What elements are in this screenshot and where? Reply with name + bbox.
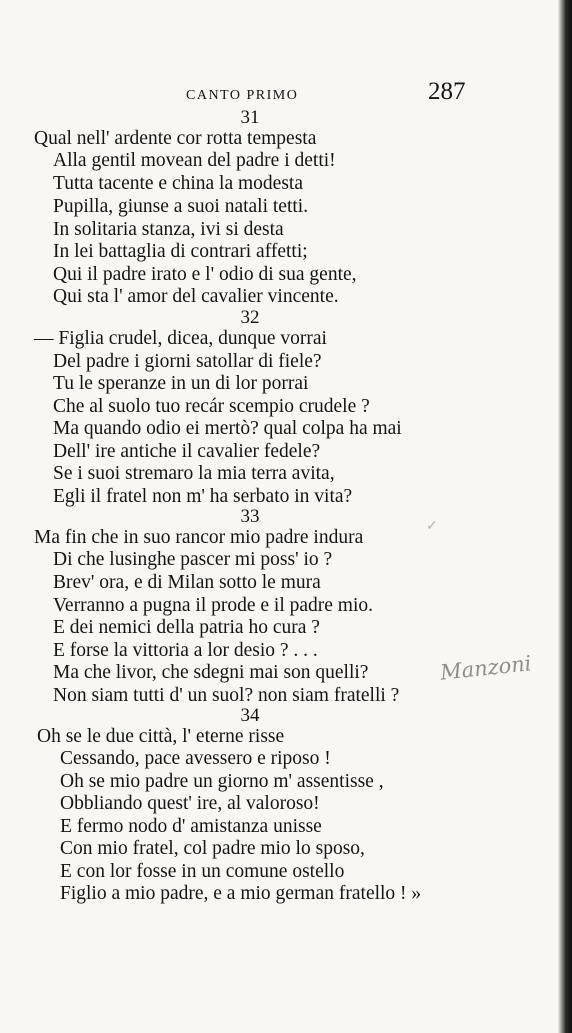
verse-line: Di che lusinghe pascer mi poss' io ? [53,549,333,570]
verse-line: Qui sta l' amor del cavalier vincente. [53,286,339,307]
running-head: CANTO PRIMO [186,88,299,103]
verse-line: Dell' ire antiche il cavalier fedele? [53,441,321,462]
verse-line: Brev' ora, e di Milan sotto le mura [53,572,321,593]
stanza-number: 33 [240,506,260,527]
pencil-mark: ✓ [426,519,438,534]
verse-line: Egli il fratel non m' ha serbato in vita? [53,486,353,507]
verse-line: Non siam tutti d' un suol? non siam fratelli ? [53,685,400,706]
verse-line: Verranno a pugna il prode e il padre mio. [53,595,374,616]
verse-line: Se i suoi stremaro la mia terra avita, [53,463,335,484]
verse-line: Con mio fratel, col padre mio lo sposo, [60,838,365,859]
verse-line: E con lor fosse in un comune ostello [60,861,345,882]
verse-line: Ma che livor, che sdegni mai son quelli? [53,662,369,683]
stanza-number: 34 [240,705,260,726]
verse-line: Oh se mio padre un giorno m' assentisse , [60,771,384,792]
verse-line: E fermo nodo d' amistanza unisse [60,816,322,837]
stanza-number: 32 [240,307,260,328]
verse-line: Tu le speranze in un di lor porrai [53,373,309,394]
verse-line: In solitaria stanza, ivi si desta [53,219,284,240]
verse-line: Che al suolo tuo recár scempio crudele ? [53,396,370,417]
verse-line: E forse la vittoria a lor desio ? . . . [53,640,318,661]
verse-line: In lei battaglia di contrari affetti; [53,241,308,262]
verse-line: Del padre i giorni satollar di fiele? [53,351,322,372]
verse-line: Qui il padre irato e l' odio di sua gente, [53,264,357,285]
verse-line: — Figlia crudel, dicea, dunque vorrai [34,328,327,349]
verse-line: Alla gentil movean del padre i detti! [53,150,336,171]
page-header [0,78,572,108]
verse-line: Figlio a mio padre, e a mio german fratello ! » [60,883,422,904]
verse-line: E dei nemici della patria ho cura ? [53,617,320,638]
verse-line: Oh se le due città, l' eterne risse [37,726,285,747]
stanza-number: 31 [240,107,260,128]
verse-line: Ma fin che in suo rancor mio padre indura [34,527,364,548]
page-number: 287 [428,78,466,105]
verse-line: Tutta tacente e china la modesta [53,173,303,194]
margin-handwriting: Manzoni [438,651,533,685]
verse-line: Ma quando odio ei mertò? qual colpa ha mai [53,418,402,439]
verse-line: Cessando, pace avessero e riposo ! [60,748,331,769]
page-edge [558,0,572,1033]
verse-line: Obbliando quest' ire, al valoroso! [60,793,320,814]
verse-line: Pupilla, giunse a suoi natali tetti. [53,196,309,217]
verse-line: Qual nell' ardente cor rotta tempesta [34,128,317,149]
